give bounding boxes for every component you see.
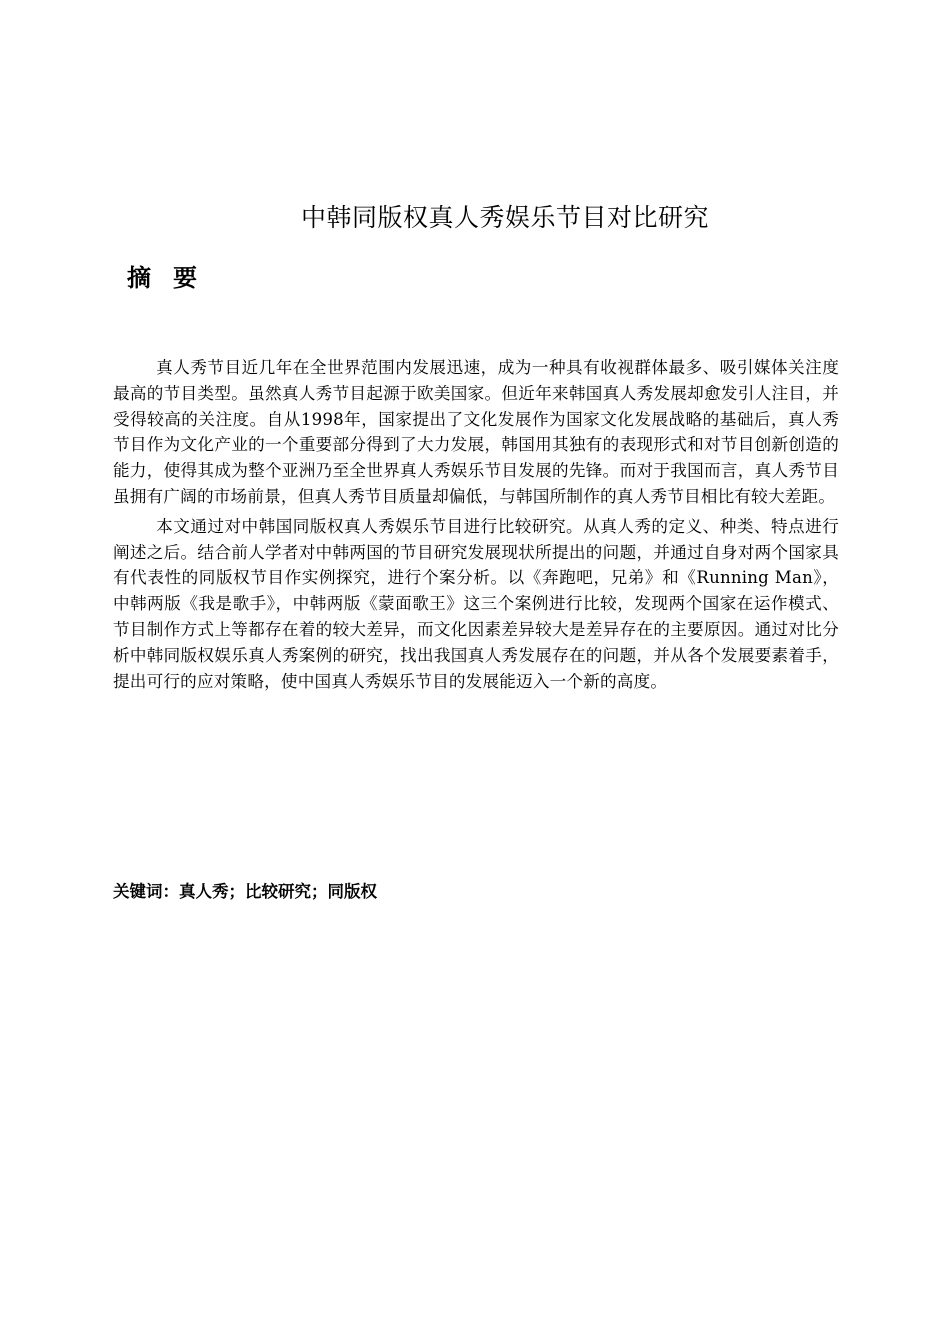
keywords-line: 关键词：真人秀；比较研究；同版权 [113,882,377,901]
document-title: 中韩同版权真人秀娱乐节目对比研究 [300,203,709,232]
abstract-heading: 摘要 [127,264,219,292]
abstract-paragraph-2: 本文通过对中韩国同版权真人秀娱乐节目进行比较研究。从真人秀的定义、种类、特点进行阐述之后。结合前人学者对中韩两国的节目研究发展现状所提出的问题，并通过自身对两个国家具有代表性的同版权节目作实例探究，进行个案分析。以《奔跑吧，兄弟》和《Running Man》，中韩两版《我是歌手》，中韩两版《蒙面歌王》这三个案例进行比较，发现两个国家在运作模式、节目制作方式上等都存在着的较大差异，而文化因素差异较大是差异存在的主要原因。通过对比分析中韩同版权娱乐真人秀案例的研究，找出我国真人秀发展存在的问题，并从各个发展要素着手，提出可行的应对策略，使中国真人秀娱乐节目的发展能迈入一个新的高度。 [113,516,839,691]
abstract-body [113,355,839,694]
abstract-paragraph-1: 真人秀节目近几年在全世界范围内发展迅速，成为一种具有收视群体最多、吸引媒体关注度最高的节目类型。虽然真人秀节目起源于欧美国家。但近年来韩国真人秀发展却愈发引人注目，并受得较高的关注度。自从1998年，国家提出了文化发展作为国家文化发展战略的基础后，真人秀节目作为文化产业的一个重要部分得到了大力发展，韩国用其独有的表现形式和对节目创新创造的能力，使得其成为整个亚洲乃至全世界真人秀娱乐节目发展的先锋。而对于我国而言，真人秀节目虽拥有广阔的市场前景，但真人秀节目质量却偏低，与韩国所制作的真人秀节目相比有较大差距。 [113,358,839,506]
